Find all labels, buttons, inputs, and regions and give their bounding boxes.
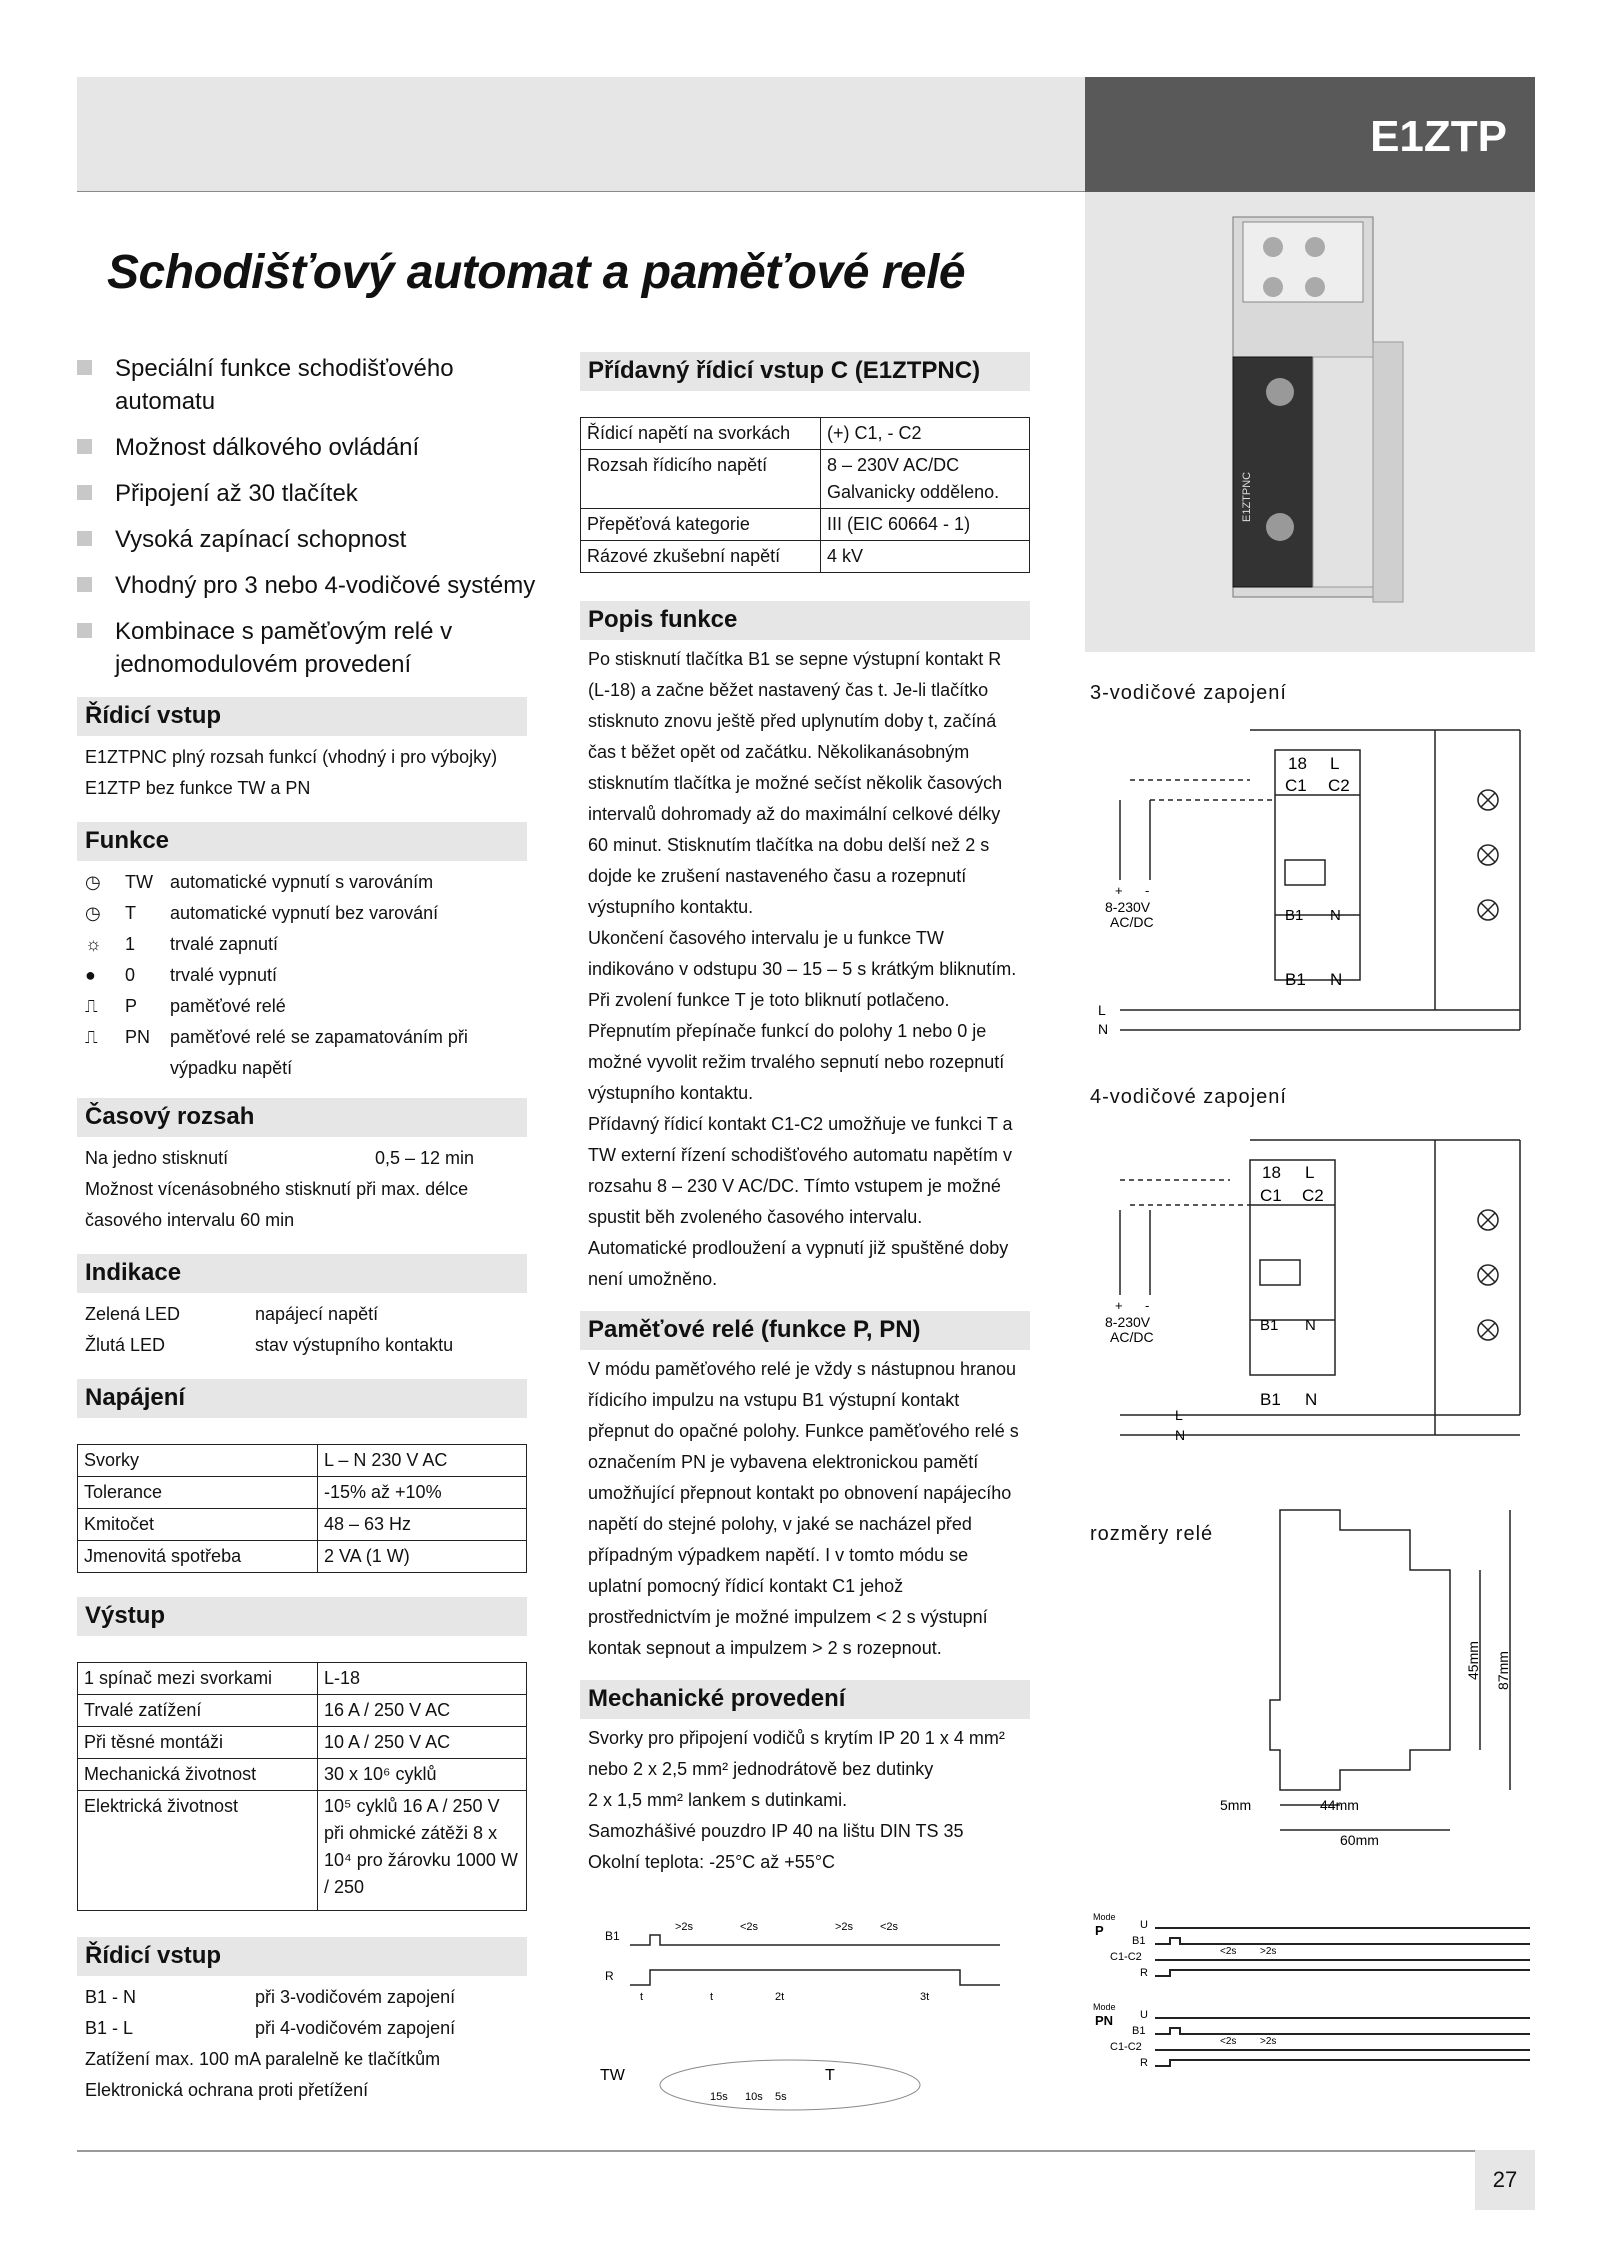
timing-c1c2-label: C1-C2 <box>1110 2041 1142 2053</box>
table-row <box>581 418 1030 450</box>
feature-item: Vysoká zapínací schopnost <box>77 523 547 556</box>
section-heading: Řídicí vstup <box>77 697 527 736</box>
dim-5-label: 5mm <box>1220 1797 1252 1813</box>
timing-t-label: t <box>710 1991 714 2003</box>
product-code: E1ZTP <box>1085 77 1535 192</box>
function-list <box>77 861 527 1084</box>
function-code: T <box>125 903 136 923</box>
text-line: Samozhášivé pouzdro IP 40 na lištu DIN TS 35 <box>588 1821 964 1841</box>
function-desc: paměťové relé <box>170 996 286 1016</box>
row-value: při 4-vodičovém zapojení <box>255 2018 456 2038</box>
terminal-18-label: 18 <box>1262 1163 1281 1182</box>
feature-item: Možnost dálkového ovládání <box>77 431 547 464</box>
control-row <box>85 1982 519 2013</box>
terminal-b1-bottom-label: B1 <box>1285 970 1306 989</box>
section-heading: Indikace <box>77 1254 527 1293</box>
table-cell: -15% až +10% <box>318 1477 527 1509</box>
row-value: napájecí napětí <box>255 1304 379 1324</box>
feature-item: Kombinace s paměťovým relé v jednomodulovém provedení <box>77 615 477 681</box>
function-row <box>85 960 519 991</box>
terminal-c1-label: C1 <box>1285 776 1307 795</box>
table-row <box>78 1695 527 1727</box>
timing-r-label: R <box>1140 2057 1148 2069</box>
table-row <box>78 1791 527 1911</box>
section-body <box>580 640 1030 1295</box>
function-desc: trvalé zapnutí <box>170 934 279 954</box>
left-column <box>77 697 527 2106</box>
plus-label: + <box>1115 883 1123 898</box>
table-cell: Jmenovitá spotřeba <box>78 1541 318 1573</box>
text-line: Zatížení max. 100 mA paralelně ke tlačítkům <box>85 2049 441 2069</box>
function-row <box>85 898 519 929</box>
dim-44-label: 44mm <box>1320 1797 1359 1813</box>
row-label: Žlutá LED <box>85 1335 166 1355</box>
table-cell: Rázové zkušební napětí <box>581 541 821 573</box>
table-cell: 8 – 230V AC/DC Galvanicky odděleno. <box>821 450 1030 509</box>
terminal-l-label: L <box>1305 1163 1315 1182</box>
table-row <box>581 541 1030 573</box>
function-desc: trvalé vypnutí <box>170 965 278 985</box>
section-heading: Mechanické provedení <box>580 1680 1030 1719</box>
function-desc: automatické vypnutí s varováním <box>170 872 434 892</box>
feature-list <box>77 352 547 694</box>
table-cell: Řídicí napětí na svorkách <box>581 418 821 450</box>
function-code: P <box>125 996 138 1016</box>
table-cell: 4 kV <box>821 541 1030 573</box>
dimensions-title: rozměry relé <box>1090 1523 1214 1545</box>
page-title: Schodišťový automat a paměťové relé <box>107 246 966 299</box>
timing-lt2s-label: <2s <box>1220 1946 1237 1957</box>
pulse-memory-icon: ⎍ <box>85 1027 98 1047</box>
timing-t-label: t <box>640 1991 644 2003</box>
terminal-l-label: L <box>1330 754 1340 773</box>
function-row <box>85 1022 519 1084</box>
paragraph: Po stisknutí tlačítka B1 se sepne výstupní kontakt R (L-18) a začne běžet nastavený čas t. Je-li tlačítko stisknuto znovu ještě před uplynutím doby t, začíná čas t běžet opět od začátku. Několikanásobným stisknutím tlačítka je možné sečíst několik časových intervalů dohromady až do maximální celkové délky 60 minut. Stisknutím tlačítka na dobu delší než 2 s dojde ke zrušení nastaveného času a rozepnutí výstupního kontaktu. <box>588 649 1003 917</box>
section-heading: Časový rozsah <box>77 1098 527 1137</box>
section-heading: Paměťové relé (funkce P, PN) <box>580 1311 1030 1350</box>
minus-label: - <box>1145 883 1150 898</box>
feature-item: Speciální funkce schodišťového automatu <box>77 352 547 418</box>
function-row <box>85 929 519 960</box>
four-wire-diagram <box>1090 1120 1535 1460</box>
pulse-icon: ⎍ <box>85 996 98 1016</box>
timing-tw-label: TW <box>600 2067 625 2084</box>
table-cell: Kmitočet <box>78 1509 318 1541</box>
timer-icon: ◷ <box>85 903 101 923</box>
timing-gt2s-label: >2s <box>835 1921 854 1933</box>
function-code: 1 <box>125 934 136 954</box>
section-body <box>77 736 527 804</box>
footer-divider <box>77 2150 1535 2152</box>
lamp-on-icon: ☼ <box>85 934 102 954</box>
timing-b1-label: B1 <box>605 1929 620 1943</box>
terminal-n-bottom-label: N <box>1305 1390 1318 1409</box>
terminal-c1-label: C1 <box>1260 1186 1282 1205</box>
table-row <box>78 1759 527 1791</box>
section-heading: Napájení <box>77 1379 527 1418</box>
header-bar <box>77 77 1085 192</box>
power-table <box>77 1444 527 1573</box>
function-code: TW <box>125 872 153 892</box>
table-cell: 30 x 10⁶ cyklů <box>318 1759 527 1791</box>
table-cell: Rozsah řídicího napětí <box>581 450 821 509</box>
function-row <box>85 991 519 1022</box>
section-body <box>77 1293 527 1361</box>
timing-lt2s-label: <2s <box>1220 2036 1237 2047</box>
function-desc: paměťové relé se zapamatováním při výpadku napětí <box>170 1027 468 1078</box>
table-row <box>78 1541 527 1573</box>
table-cell: III (EIC 60664 - 1) <box>821 509 1030 541</box>
timing-b1-label: B1 <box>1132 2025 1146 2037</box>
timing-u-label: U <box>1140 1919 1148 1931</box>
table-cell: 1 spínač mezi svorkami <box>78 1663 318 1695</box>
text-line: Elektronická ochrana proti přetížení <box>85 2080 369 2100</box>
row-value: 0,5 – 12 min <box>375 1148 475 1168</box>
table-row <box>78 1663 527 1695</box>
device-label: E1ZTPNC <box>1241 471 1253 522</box>
terminal-18-label: 18 <box>1288 754 1307 773</box>
dimensions-drawing <box>1200 1500 1535 1860</box>
text-line: 2 x 1,5 mm² lankem s dutinkami. <box>588 1790 848 1810</box>
paragraph: Ukončení časového intervalu je u funkce TW indikováno v odstupu 30 – 15 – 5 s krátkým bliknutím. Při zvolení funkce T je toto bliknutí potlačeno. <box>588 928 1017 1010</box>
section-heading: Přídavný řídicí vstup C (E1ZTPNC) <box>580 352 1030 391</box>
table-row <box>581 450 1030 509</box>
table-cell: Při těsné montáži <box>78 1727 318 1759</box>
terminal-n-label: N <box>1305 1317 1316 1334</box>
timing-diagram-p <box>1090 1910 1535 2120</box>
paragraph: V módu paměťového relé je vždy s nástupnou hranou řídicího impulzu na vstupu B1 výstupní kontakt přepnut do opačné polohy. Funkce paměťového relé s označením PN je vybavena elektronickou pamětí umožňující přepnout kontakt po obnovení napájecího napětí do stejné polohy, v jaké se nacházel před případným výpadkem napětí. I v tomto módu se uplatní pomocný řídicí kontakt C1 jehož prostřednictvím je možné impulzem < 2 s výstupní kontak sepnout a impulzem > 2 s rozepnout. <box>588 1359 1019 1658</box>
line-l-label: L <box>1175 1407 1183 1423</box>
timing-lt2s-label: <2s <box>880 1921 899 1933</box>
function-code: PN <box>125 1027 151 1047</box>
table-cell: L – N 230 V AC <box>318 1445 527 1477</box>
table-row <box>78 1477 527 1509</box>
three-wire-diagram <box>1090 720 1535 1050</box>
paragraph: Přepnutím přepínače funkcí do polohy 1 nebo 0 je možné vyvolit režim trvalého sepnutí nebo rozepnutí výstupního kontaktu. <box>588 1021 1005 1103</box>
output-table <box>77 1662 527 1911</box>
timing-5s-label: 5s <box>775 2091 787 2103</box>
voltage-label: 8-230V <box>1105 1314 1151 1330</box>
acdc-label: AC/DC <box>1110 914 1154 930</box>
section-heading: Výstup <box>77 1597 527 1636</box>
time-row <box>85 1143 519 1174</box>
function-desc: automatické vypnutí bez varování <box>170 903 439 923</box>
table-cell: 16 A / 250 V AC <box>318 1695 527 1727</box>
terminal-c2-label: C2 <box>1328 776 1350 795</box>
table-cell: 10⁵ cyklů 16 A / 250 V při ohmické zátěži 8 x 10⁴ pro žárovku 1000 W / 250 <box>318 1791 527 1911</box>
text-line: E1ZTPNC plný rozsah funkcí (vhodný i pro výbojky) <box>85 747 498 767</box>
table-cell: 2 VA (1 W) <box>318 1541 527 1573</box>
timer-warning-icon: ◷ <box>85 872 101 892</box>
timing-diagram-tw <box>600 1920 1020 2120</box>
voltage-label: 8-230V <box>1105 899 1151 915</box>
timing-r-label: R <box>605 1969 614 1983</box>
terminal-c2-label: C2 <box>1302 1186 1324 1205</box>
table-cell: Přepěťová kategorie <box>581 509 821 541</box>
indication-row <box>85 1330 519 1361</box>
timing-15s-label: 15s <box>710 2091 728 2103</box>
terminal-b1-label: B1 <box>1260 1317 1279 1334</box>
row-label: Zelená LED <box>85 1304 181 1324</box>
terminal-n-bottom-label: N <box>1330 970 1343 989</box>
table-row <box>78 1445 527 1477</box>
terminal-b1-bottom-label: B1 <box>1260 1390 1281 1409</box>
page-number: 27 <box>1475 2150 1535 2210</box>
line-l-label: L <box>1098 1002 1106 1018</box>
timing-gt2s-label: >2s <box>1260 2036 1277 2047</box>
relay-photo-icon <box>1085 192 1535 652</box>
text-line: Svorky pro připojení vodičů s krytím IP 20 1 x 4 mm² nebo 2 x 2,5 mm² jednodrátově bez dutinky <box>588 1728 1005 1779</box>
timing-pn-label: PN <box>1095 2013 1114 2028</box>
line-n-label: N <box>1175 1427 1186 1443</box>
timing-tt-label: T <box>825 2067 835 2084</box>
section-heading: Řídicí vstup <box>77 1937 527 1976</box>
section-body <box>77 1976 527 2106</box>
row-value: stav výstupního kontaktu <box>255 1335 454 1355</box>
table-row <box>78 1727 527 1759</box>
timing-gt2s-label: >2s <box>1260 1946 1277 1957</box>
row-label: B1 - N <box>85 1987 137 2007</box>
lamp-off-icon: ● <box>85 965 96 985</box>
section-heading: Funkce <box>77 822 527 861</box>
indication-row <box>85 1299 519 1330</box>
dim-87-label: 87mm <box>1495 1651 1511 1690</box>
table-cell: Svorky <box>78 1445 318 1477</box>
table-cell: Elektrická životnost <box>78 1791 318 1911</box>
text-line: Možnost vícenásobného stisknutí při max. délce časového intervalu 60 min <box>85 1179 469 1230</box>
function-code: 0 <box>125 965 136 985</box>
text-line: E1ZTP bez funkce TW a PN <box>85 778 311 798</box>
section-heading: Popis funkce <box>580 601 1030 640</box>
text-line: Okolní teplota: -25°C až +55°C <box>588 1852 836 1872</box>
paragraph: Přídavný řídicí kontakt C1-C2 umožňuje ve funkci T a TW externí řízení schodišťového automatu napětím v rozsahu 8 – 230 V AC/DC. Tímto vstupem je možné spustit běh zvoleného časového intervalu. Automatické prodloužení a vypnutí již spuštěné doby není umožněno. <box>588 1114 1013 1289</box>
acdc-label: AC/DC <box>1110 1329 1154 1345</box>
product-photo <box>1085 192 1535 652</box>
feature-item: Vhodný pro 3 nebo 4-vodičové systémy <box>77 569 547 602</box>
table-cell: (+) C1, - C2 <box>821 418 1030 450</box>
timing-b1-label: B1 <box>1132 1935 1146 1947</box>
table-cell: L-18 <box>318 1663 527 1695</box>
table-cell: 10 A / 250 V AC <box>318 1727 527 1759</box>
line-n-label: N <box>1098 1021 1109 1037</box>
timing-3t-label: 3t <box>920 1991 930 2003</box>
table-row <box>581 509 1030 541</box>
feature-item: Připojení až 30 tlačítek <box>77 477 547 510</box>
timing-2t-label: 2t <box>775 1991 785 2003</box>
table-cell: Trvalé zatížení <box>78 1695 318 1727</box>
middle-column <box>580 352 1030 1878</box>
dim-60-label: 60mm <box>1340 1832 1379 1848</box>
four-wire-title: 4-vodičové zapojení <box>1090 1086 1287 1108</box>
table-cell: Mechanická životnost <box>78 1759 318 1791</box>
timing-lt2s-label: <2s <box>740 1921 759 1933</box>
terminal-b1-label: B1 <box>1285 907 1304 924</box>
section-body <box>77 1137 527 1236</box>
timing-gt2s-label: >2s <box>675 1921 694 1933</box>
timing-c1c2-label: C1-C2 <box>1110 1951 1142 1963</box>
dim-45-label: 45mm <box>1465 1641 1481 1680</box>
row-label: Na jedno stisknutí <box>85 1148 229 1168</box>
timing-r-label: R <box>1140 1967 1148 1979</box>
timing-mode-label: Mode <box>1093 1912 1116 1922</box>
three-wire-title: 3-vodičové zapojení <box>1090 682 1287 704</box>
timing-10s-label: 10s <box>745 2091 763 2103</box>
terminal-n-label: N <box>1330 907 1341 924</box>
extra-input-table <box>580 417 1030 573</box>
table-row <box>78 1509 527 1541</box>
table-cell: Tolerance <box>78 1477 318 1509</box>
timing-mode-label: Mode <box>1093 2002 1116 2012</box>
section-body <box>580 1719 1030 1878</box>
row-value: při 3-vodičovém zapojení <box>255 1987 456 2007</box>
table-cell: 48 – 63 Hz <box>318 1509 527 1541</box>
plus-label: + <box>1115 1298 1123 1313</box>
control-row <box>85 2013 519 2044</box>
function-row <box>85 867 519 898</box>
timing-u-label: U <box>1140 2009 1148 2021</box>
minus-label: - <box>1145 1298 1150 1313</box>
row-label: B1 - L <box>85 2018 134 2038</box>
timing-p-label: P <box>1095 1923 1104 1938</box>
